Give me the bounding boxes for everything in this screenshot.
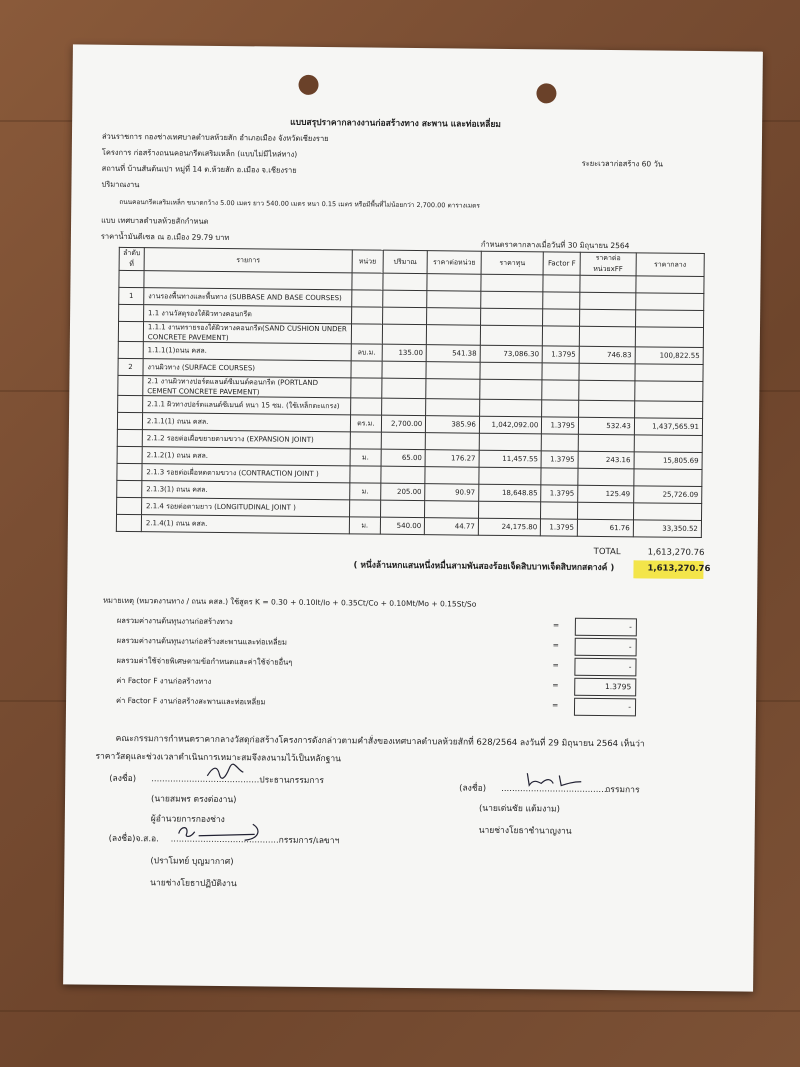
cell-unit-price	[427, 308, 481, 326]
cell-unit	[350, 466, 381, 483]
cell-factor	[543, 275, 580, 292]
cell-total	[634, 401, 702, 419]
cell-qty	[382, 361, 427, 378]
cell-item: 1.1 งานวัสดุรองใต้ผิวทางคอนกรีต	[143, 305, 351, 324]
cell-qty	[382, 324, 427, 344]
cell-total	[635, 381, 703, 402]
cell-factor	[543, 309, 580, 326]
cell-unit-price: 44.77	[425, 518, 479, 536]
signature-2	[525, 769, 585, 790]
note-equals: =	[552, 620, 560, 630]
cell-item: 2.1.1 ผิวทางปอร์ตแลนด์ซีเมนต์ หนา 15 ซม. (ใช้เหล็กตะแกรง)	[143, 396, 351, 415]
cell-cost: 24,175.80	[478, 518, 541, 536]
cell-total	[636, 276, 704, 294]
cell-factor	[542, 400, 579, 417]
cell-ff-price	[580, 309, 636, 327]
formula-note: หมายเหตุ (หมวดงานทาง / ถนน คสล.) ใช้สูตร K = 0.30 + 0.10It/Io + 0.35Ct/Co + 0.10Mt/Mo + 0.15St/So	[103, 595, 477, 609]
cell-factor	[541, 468, 578, 485]
cell-no	[117, 463, 142, 480]
cell-ff-price	[580, 275, 636, 293]
sign3-position: นายช่างโยธาปฏิบัติงาน	[150, 878, 237, 890]
note-value: -	[575, 618, 637, 637]
cell-total: 15,805.69	[634, 452, 702, 470]
cell-total: 100,822.55	[635, 347, 703, 365]
cell-total: 33,350.52	[633, 520, 701, 538]
cell-ff-price	[579, 380, 635, 401]
cell-cost	[478, 501, 541, 519]
sign3-prefix: (ลงชื่อ)จ.ส.อ.	[108, 833, 159, 845]
cell-item: งานผิวทาง (SURFACE COURSES)	[143, 359, 351, 378]
cell-unit: ลบ.ม.	[351, 344, 382, 361]
cell-ff-price	[579, 400, 635, 418]
note-label: ผลรวมค่างานต้นทุนงานก่อสร้างทาง	[116, 615, 233, 627]
cell-ff-price	[578, 502, 634, 520]
cell-cost	[479, 399, 542, 417]
cell-no	[118, 321, 143, 341]
cell-cost	[480, 379, 543, 400]
signature-3	[175, 818, 265, 845]
cell-unit: ม.	[350, 449, 381, 466]
cell-ff-price	[578, 468, 634, 486]
committee-line-1: คณะกรรมการกำหนดราคากลางวัสดุก่อสร้างโครงการดังกล่าวตามคำสั่งของเทศบาลตำบลห้วยสักที่ 628/2564 ลงวันที่ 29 มิถุนายน 2564 เห็นว่า	[115, 733, 645, 750]
total-label: TOTAL	[593, 546, 621, 558]
quantity-detail: ถนนคอนกรีตเสริมเหล็ก ขนาดกว้าง 5.00 เมตร ยาว 540.00 เมตร หนา 0.15 เมตร หรือมีพื้นที่ไม่น้อยกว่า 2,700.00 ตารางเมตร	[119, 197, 480, 210]
note-equals: =	[552, 660, 559, 670]
cell-unit-price	[426, 399, 480, 417]
punch-hole	[536, 83, 556, 103]
cell-total: 1,437,565.91	[634, 418, 702, 436]
cell-cost	[479, 433, 542, 451]
cell-unit	[351, 324, 382, 344]
note-label: ผลรวมค่างานต้นทุนงานก่อสร้างสะพานและท่อเหลี่ยม	[116, 635, 287, 647]
cell-unit-price	[427, 274, 481, 292]
cell-ff-price: 125.49	[578, 485, 634, 503]
cell-qty: 2,700.00	[381, 415, 426, 432]
cell-factor: 1.3795	[542, 417, 579, 434]
cell-cost: 73,086.30	[480, 345, 543, 363]
signature-1	[205, 762, 245, 782]
cell-unit	[352, 307, 383, 324]
cell-ff-price: 61.76	[577, 519, 633, 537]
cell-unit	[351, 378, 382, 398]
cell-no	[119, 270, 144, 287]
cell-qty: 205.00	[380, 483, 425, 500]
sign2-dots: ........................................	[501, 783, 610, 796]
sign1-position: ผู้อำนวยการกองช่าง	[150, 814, 225, 826]
agency-line: ส่วนราชการ กองช่างเทศบาลตำบลห้วยสัก อำเภอเมือง จังหวัดเชียงราย	[101, 131, 329, 144]
cell-no: 1	[119, 287, 144, 304]
cell-item: 2.1.3 รอยต่อเผื่อหดตามขวาง (CONTRACTION JOINT )	[142, 464, 350, 483]
location-line: สถานที่ บ้านสันต้นเปา หมู่ที่ 14 ต.ห้วยสัก อ.เมือง จ.เชียงราย	[101, 163, 297, 175]
cell-no	[117, 480, 142, 497]
cell-no	[119, 304, 144, 321]
committee-line-2: ราคาวัสดุและช่วงเวลาดำเนินการเหมาะสมจึงลงนามไว้เป็นหลักฐาน	[95, 751, 342, 765]
cell-unit	[350, 432, 381, 449]
cell-total	[635, 364, 703, 382]
cell-item: 2.1.2(1) ถนน คสล.	[142, 447, 350, 466]
cell-total: 25,726.09	[633, 486, 701, 504]
document-title: แบบสรุปราคากลางงานก่อสร้างทาง สะพาน และท่อเหลี่ยม	[290, 117, 501, 130]
cell-qty	[381, 398, 426, 415]
fuel-price-line: ราคาน้ำมันดีเซล ณ อ.เมือง 29.79 บาท	[100, 231, 230, 243]
cell-cost	[480, 362, 543, 380]
col-header: ราคาทุน	[481, 251, 544, 275]
cell-item: 1.1.1(1)ถนน คสล.	[143, 342, 351, 361]
cell-unit	[352, 273, 383, 290]
cell-unit-price: 176.27	[425, 450, 479, 468]
cell-factor	[542, 363, 579, 380]
cell-no	[117, 497, 142, 514]
cell-total	[634, 435, 702, 453]
cell-qty	[383, 273, 428, 290]
cell-unit-price	[425, 501, 479, 519]
cell-factor: 1.3795	[541, 519, 578, 536]
cell-no	[118, 375, 143, 395]
cell-factor: 1.3795	[541, 485, 578, 502]
cell-total	[634, 469, 702, 487]
cell-item: 2.1.4(1) ถนน คสล.	[141, 515, 349, 534]
cell-cost	[480, 308, 543, 326]
sign2-role: กรรมการ	[605, 785, 640, 796]
cell-ff-price	[579, 363, 635, 381]
sign3-name: (ปราโมทย์ บุญมากาศ)	[150, 856, 234, 868]
cell-ff-price: 532.43	[578, 417, 634, 435]
note-equals: =	[552, 640, 560, 650]
sign1-prefix: (ลงชื่อ)	[109, 773, 137, 785]
cell-unit-price: 90.97	[425, 484, 479, 502]
cell-factor	[543, 292, 580, 309]
cell-unit-price	[427, 325, 481, 346]
cell-unit-price	[426, 362, 480, 380]
note-label: ผลรวมค่าใช้จ่ายพิเศษตามข้อกำหนดและค่าใช้จ่ายอื่นๆ	[116, 655, 293, 667]
cell-no	[118, 341, 143, 358]
note-value: -	[575, 638, 637, 657]
sign1-dots: ........................................	[151, 774, 260, 786]
cell-unit-price	[425, 467, 479, 485]
note-value: 1.3795	[574, 678, 636, 697]
cell-total	[633, 503, 701, 521]
cell-factor	[542, 434, 579, 451]
quantity-label: ปริมาณงาน	[101, 179, 140, 190]
cell-qty	[382, 290, 427, 307]
cell-item: 1.1.1 งานทรายรองใต้ผิวทางคอนกรีต(SAND CUSHION UNDER CONCRETE PAVEMENT)	[143, 322, 351, 344]
form-line: แบบ เทศบาลตำบลห้วยสักกำหนด	[101, 215, 209, 226]
cell-ff-price	[580, 292, 636, 310]
cell-no	[117, 446, 142, 463]
project-line: โครงการ ก่อสร้างถนนคอนกรีตเสริมเหล็ก (แบบไม่มีไหล่ทาง)	[101, 147, 298, 159]
sign2-prefix: (ลงชื่อ)	[459, 783, 487, 794]
cell-item: 2.1.2 รอยต่อเผื่อขยายตามขวาง (EXPANSION JOINT)	[142, 430, 350, 449]
cell-qty	[381, 378, 426, 398]
cell-unit	[351, 398, 382, 415]
cell-qty	[381, 432, 426, 449]
cell-item	[144, 271, 352, 290]
cell-qty	[381, 466, 426, 483]
cell-item: 2.1.1(1) ถนน คสล.	[142, 413, 350, 432]
cell-unit-price	[425, 433, 479, 451]
cell-factor: 1.3795	[542, 346, 579, 363]
cell-item: งานรองพื้นทางและพื้นทาง (SUBBASE AND BASE COURSES)	[144, 288, 352, 307]
cell-cost	[481, 291, 544, 309]
cell-factor: 1.3795	[541, 451, 578, 468]
cell-unit-price: 385.96	[426, 416, 480, 434]
cell-item: 2.1.4 รอยต่อตามยาว (LONGITUDINAL JOINT )	[141, 498, 349, 517]
cell-unit: ตร.ม.	[350, 415, 381, 432]
punch-hole	[298, 75, 318, 95]
price-date-line: กำหนดราคากลางเมื่อวันที่ 30 มิถุนายน 2564	[480, 239, 630, 251]
sign2-name: (นายเด่นชัย แต้มงาม)	[478, 803, 561, 815]
cell-item: 2.1.3(1) ถนน คสล.	[142, 481, 350, 500]
cell-cost: 18,648.85	[479, 484, 542, 502]
cell-cost: 11,457.55	[479, 450, 542, 468]
cell-no	[116, 514, 141, 531]
col-header: ปริมาณ	[383, 250, 428, 273]
cell-unit	[350, 500, 381, 517]
cell-total	[635, 327, 703, 348]
cell-unit	[352, 290, 383, 307]
cell-factor	[542, 380, 579, 400]
cell-ff-price	[579, 326, 635, 347]
note-value: -	[574, 698, 636, 717]
document-page	[63, 44, 763, 991]
cell-unit-price	[427, 291, 481, 309]
cell-unit: ม.	[350, 483, 381, 500]
cell-cost: 1,042,092.00	[479, 416, 542, 434]
cell-qty: 135.00	[382, 344, 427, 361]
cell-unit-price: 541.38	[426, 345, 480, 363]
cell-factor	[541, 502, 578, 519]
duration-line: ระยะเวลาก่อสร้าง 60 วัน	[581, 158, 664, 169]
cell-qty	[380, 500, 425, 517]
cell-ff-price: 243.16	[578, 451, 634, 469]
note-value: -	[574, 658, 636, 677]
cell-total	[636, 293, 704, 311]
cell-no	[118, 395, 143, 412]
total-value: 1,613,270.76	[647, 547, 705, 559]
col-header: ราคาต่อหน่วยxFF	[580, 252, 636, 276]
amount-in-words: ( หนึ่งล้านหกแสนหนึ่งหมื่นสามพันสองร้อยเจ็ดสิบบาทเจ็ดสิบหกสตางค์ )	[353, 560, 615, 574]
col-header: รายการ	[144, 248, 352, 273]
cell-qty	[382, 307, 427, 324]
cell-ff-price	[578, 434, 634, 452]
cell-qty: 65.00	[381, 449, 426, 466]
note-label: ค่า Factor F งานก่อสร้างทาง	[116, 675, 212, 686]
sign1-role: ประธานกรรมการ	[259, 775, 324, 787]
cell-cost	[480, 325, 543, 346]
sign3-role: กรรมการ/เลขาฯ	[278, 835, 340, 847]
cell-qty: 540.00	[380, 517, 425, 534]
price-table	[116, 247, 705, 538]
col-header: หน่วย	[352, 250, 383, 273]
cell-no	[117, 412, 142, 429]
cell-unit	[351, 361, 382, 378]
note-label: ค่า Factor F งานก่อสร้างสะพานและท่อเหลี่ยม	[116, 695, 266, 707]
note-equals: =	[552, 700, 559, 710]
cell-cost	[481, 274, 544, 292]
cell-ff-price: 746.83	[579, 346, 635, 364]
cell-item: 2.1 งานผิวทางปอร์ตแลนด์ซีเมนต์คอนกรีต (PORTLAND CEMENT CONCRETE PAVEMENT)	[143, 376, 351, 398]
cell-factor	[543, 326, 580, 346]
note-equals: =	[552, 680, 559, 690]
sign1-name: (นายสมพร ตรงต่องาน)	[150, 794, 237, 806]
col-header: ราคาต่อหน่วย	[427, 251, 481, 275]
final-total-value: 1,613,270.76	[647, 563, 711, 575]
cell-cost	[479, 467, 542, 485]
sign2-position: นายช่างโยธาชำนาญงาน	[478, 825, 572, 837]
cell-total	[635, 310, 703, 328]
col-header: Factor F	[543, 252, 580, 275]
cell-no	[117, 429, 142, 446]
col-header: ลำดับที่	[119, 247, 144, 270]
cell-unit: ม.	[349, 517, 380, 534]
sign3-dots: ........................................	[170, 834, 279, 846]
cell-unit-price	[426, 379, 480, 400]
col-header: ราคากลาง	[636, 253, 704, 277]
cell-no: 2	[118, 358, 143, 375]
